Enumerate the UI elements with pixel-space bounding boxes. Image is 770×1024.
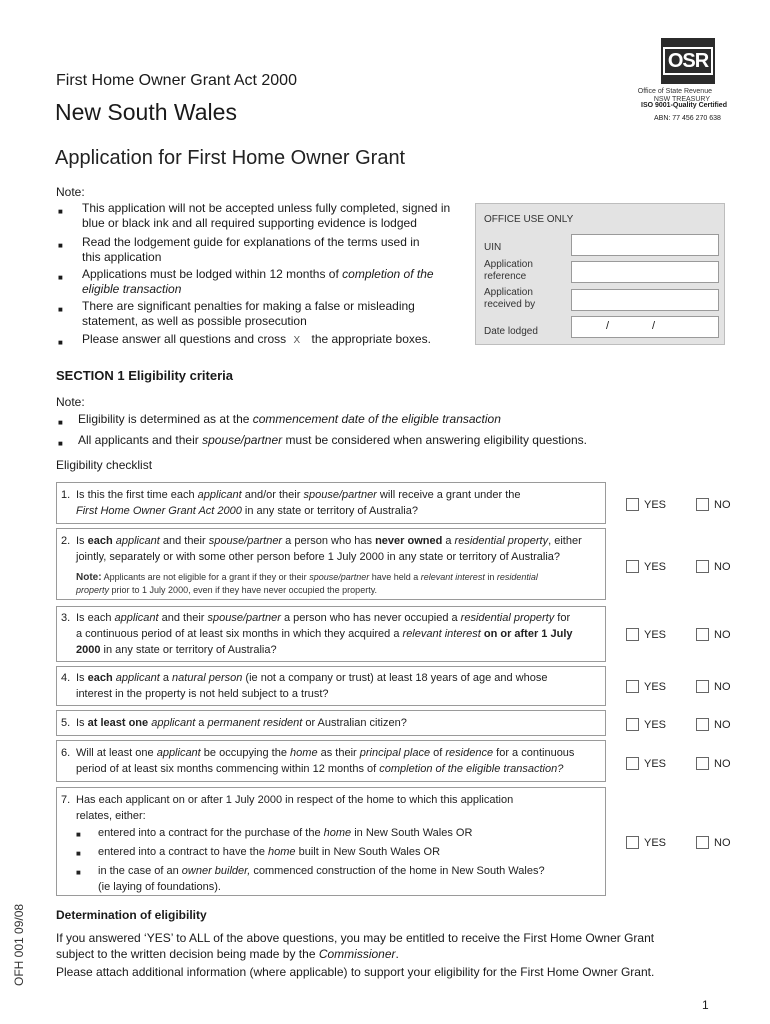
- section-note-label: Note:: [56, 395, 85, 409]
- question-6-text: Will at least one applicant be occupying the home as their principal place of residence for a continuous period of at least six months commencing within 12 months of completion of the eligible transaction?: [76, 747, 575, 775]
- section-title: SECTION 1 Eligibility criteria: [56, 368, 233, 383]
- note-item: ■ Eligibility is determined as at the commencement date of the eligible transaction: [58, 412, 658, 433]
- determination-text: If you answered ‘YES’ to ALL of the above questions, you may be entitled to receive the First Home Owner Grant subject to the written decision being made by the Commissioner. Please attach additional information (where applicable) to support your eligibility for the First Home Owner Grant.: [56, 931, 655, 979]
- question-2-text: Is each applicant and their spouse/partner a person who has never owned a residential property, either jointly, separately or with some other person before 1 July 2000 in any state or territory of Australia?: [76, 535, 582, 563]
- cross-example-icon: X: [293, 335, 301, 346]
- yes-label: YES: [644, 681, 667, 693]
- determination-title: Determination of eligibility: [56, 908, 207, 922]
- no-label: NO: [714, 629, 731, 641]
- app-recv-field[interactable]: [571, 289, 719, 311]
- office-use-panel: [475, 203, 725, 345]
- q2-no-checkbox[interactable]: [696, 560, 709, 573]
- note-label: Note:: [56, 185, 85, 199]
- bullet-icon: ■: [76, 830, 81, 839]
- question-number: 5.: [61, 717, 71, 729]
- q7-yes-checkbox[interactable]: [626, 836, 639, 849]
- question-7-options: [76, 825, 596, 895]
- question-number: 1.: [61, 489, 71, 501]
- bullet-icon: ■: [58, 418, 63, 427]
- q1-no-checkbox[interactable]: [696, 498, 709, 511]
- page-title: Application for First Home Owner Grant: [55, 147, 406, 169]
- yes-label: YES: [644, 837, 667, 849]
- iso-cert: ISO 9001-Quality Certified: [641, 102, 727, 109]
- q4-no-checkbox[interactable]: [696, 680, 709, 693]
- q6-yes-checkbox[interactable]: [626, 757, 639, 770]
- question-2-note: Note: Applicants are not eligible for a grant if they or their spouse/partner have held a relevant interest in residential property prior to 1 July 2000, even if they have never occupied the property.: [76, 572, 538, 595]
- q5-no-checkbox[interactable]: [696, 718, 709, 731]
- question-number: 7.: [61, 794, 71, 806]
- checklist-label: Eligibility checklist: [56, 458, 153, 472]
- q2-yes-checkbox[interactable]: [626, 560, 639, 573]
- question-5-text: Is at least one applicant a permanent resident or Australian citizen?: [76, 717, 407, 729]
- org-sub: NSW TREASURY: [653, 96, 710, 103]
- yes-label: YES: [644, 499, 667, 511]
- uin-field[interactable]: [571, 234, 719, 256]
- question-7-text: Has each applicant on or after 1 July 2000 in respect of the home to which this application relates, either:: [76, 794, 514, 822]
- q7-no-checkbox[interactable]: [696, 836, 709, 849]
- no-label: NO: [714, 837, 731, 849]
- form-code: OFH 001 09/08: [12, 903, 26, 986]
- bullet-icon: ■: [76, 849, 81, 858]
- section-notes: [58, 412, 658, 448]
- question-4-text: Is each applicant a natural person (ie not a company or trust) at least 18 years of age and whose interest in the property is not held subject to a trust?: [76, 672, 548, 700]
- app-ref-label: Application reference: [484, 259, 533, 282]
- app-ref-field[interactable]: [571, 261, 719, 283]
- date-lodged-field[interactable]: [571, 316, 719, 338]
- note-item: ■ Please answer all questions and cross X the appropriate boxes.: [58, 332, 458, 348]
- date-separator: /: [652, 320, 656, 332]
- bullet-icon: ■: [58, 273, 63, 282]
- no-label: NO: [714, 561, 731, 573]
- date-lodged-label: Date lodged: [484, 326, 538, 337]
- q5-yes-checkbox[interactable]: [626, 718, 639, 731]
- question-3-text: Is each applicant and their spouse/partner a person who has never occupied a residential property for a continuous period of at least six months in which they acquired a relevant interest on or after 1 July 2000 in any state or territory of Australia?: [76, 612, 573, 656]
- yes-label: YES: [644, 719, 667, 731]
- page-number: 1: [702, 998, 709, 1012]
- date-separator: /: [606, 320, 610, 332]
- question-number: 4.: [61, 672, 71, 684]
- uin-label: UIN: [484, 242, 502, 253]
- app-recv-label: Application received by: [484, 287, 536, 310]
- bullet-icon: ■: [58, 207, 63, 216]
- list-item: ■ in the case of an owner builder, commenced construction of the home in New South Wales? (ie laying of foundations).: [76, 865, 545, 893]
- yes-label: YES: [644, 561, 667, 573]
- no-label: NO: [714, 499, 731, 511]
- bullet-icon: ■: [76, 868, 81, 877]
- bullet-icon: ■: [58, 305, 63, 314]
- no-label: NO: [714, 719, 731, 731]
- yes-label: YES: [644, 758, 667, 770]
- q4-yes-checkbox[interactable]: [626, 680, 639, 693]
- q3-no-checkbox[interactable]: [696, 628, 709, 641]
- bullet-icon: ■: [58, 439, 63, 448]
- note-item: ■ All applicants and their spouse/partner must be considered when answering eligibility questions.: [58, 433, 658, 448]
- note-item: ■ Read the lodgement guide for explanations of the terms used in this application: [58, 235, 420, 264]
- list-item: ■ entered into a contract for the purchase of the home in New South Wales OR: [76, 825, 596, 844]
- note-item: ■ Applications must be lodged within 12 months of completion of the eligible transaction: [58, 267, 434, 296]
- note-item: ■ There are significant penalties for making a false or misleading statement, as well as possible prosecution: [58, 299, 415, 328]
- question-number: 6.: [61, 747, 71, 759]
- q3-yes-checkbox[interactable]: [626, 628, 639, 641]
- yes-label: YES: [644, 629, 667, 641]
- act-title: First Home Owner Grant Act 2000: [56, 72, 297, 89]
- q6-no-checkbox[interactable]: [696, 757, 709, 770]
- question-1-text: Is this the first time each applicant and/or their spouse/partner will receive a grant under the First Home Owner Grant Act 2000 in any state or territory of Australia?: [76, 489, 521, 517]
- bullet-icon: ■: [58, 338, 63, 347]
- question-number: 3.: [61, 612, 71, 624]
- q1-yes-checkbox[interactable]: [626, 498, 639, 511]
- note-item: ■ This application will not be accepted unless fully completed, signed in blue or black ink and all required supporting evidence is lodged: [58, 201, 451, 230]
- notes-list: [58, 201, 458, 348]
- org-name: Office of State Revenue: [637, 88, 712, 95]
- osr-logo: OSR: [661, 38, 715, 84]
- question-number: 2.: [61, 535, 71, 547]
- list-item: ■ entered into a contract to have the home built in New South Wales OR: [76, 844, 596, 863]
- bullet-icon: ■: [58, 241, 63, 250]
- no-label: NO: [714, 681, 731, 693]
- office-use-title: OFFICE USE ONLY: [484, 214, 574, 225]
- no-label: NO: [714, 758, 731, 770]
- abn: ABN: 77 456 270 638: [654, 115, 721, 122]
- state-title: New South Wales: [55, 99, 237, 125]
